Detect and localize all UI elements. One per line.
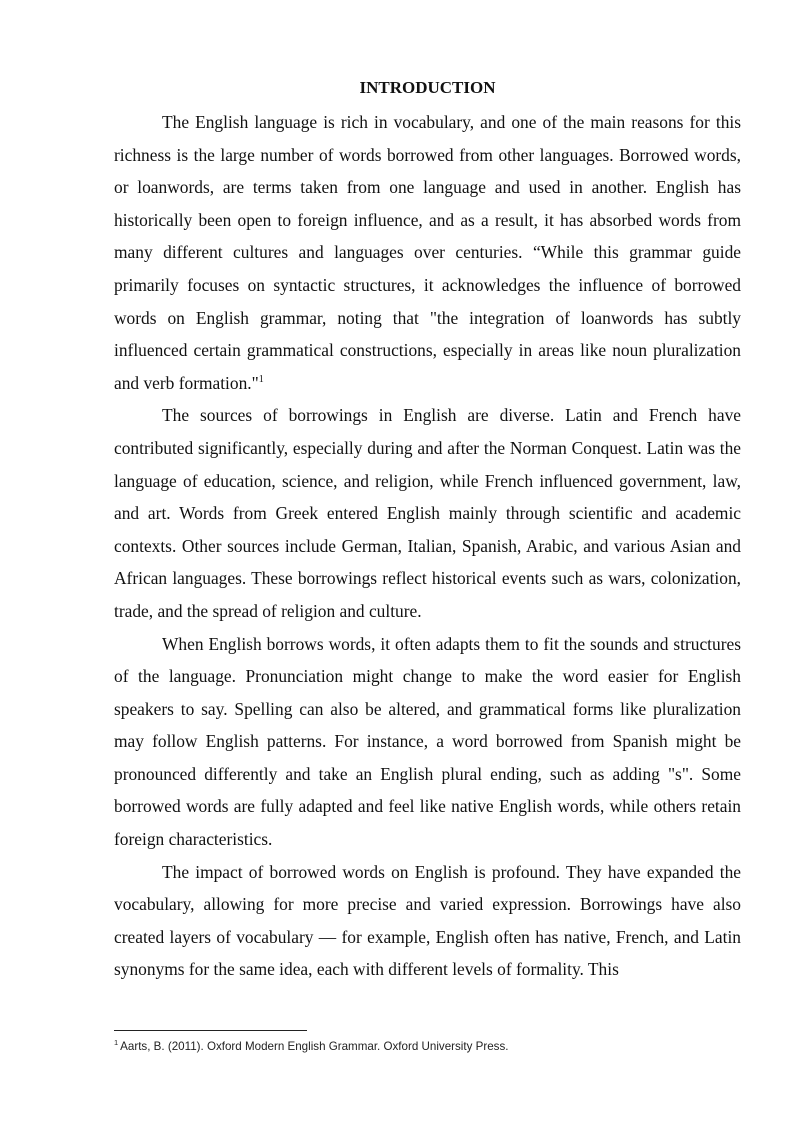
paragraph: The sources of borrowings in English are diverse. Latin and French have contributed significantly, especially during and after the Norman Conquest. Latin was the language of education, science, and religion, while French influenced government, law, and art. Words from Greek entered English mainly through scientific and academic contexts. Other sources include German, Italian, Spanish, Arabic, and various Asian and African languages. These borrowings reflect historical events such as wars, colonization, trade, and the spread of religion and culture. [114,405,741,621]
footnote-text: Aarts, B. (2011). Oxford Modern English Grammar. Oxford University Press. [120,1040,509,1053]
paragraph: When English borrows words, it often adapts them to fit the sounds and structures of the language. Pronunciation might change to make the word easier for English speakers to say. Spelling can also be altered, and grammatical forms like pluralization may follow English patterns. For instance, a word borrowed from Spanish might be pronounced differently and take an English plural ending, such as adding "s". Some borrowed words are fully adapted and feel like native English words, while others retain foreign characteristics. [114,633,741,850]
footnote-reference[interactable]: 1 [258,373,264,385]
page-title: INTRODUCTION [359,78,496,97]
paragraph [114,106,741,399]
footnote-mark: 1 [114,1038,119,1048]
footnote-separator [114,1030,307,1031]
footnote [114,1039,741,1055]
paragraph-text: The English language is rich in vocabulary, and one of the main reasons for this richness is the large number of words borrowed from other languages. Borrowed words, or loanwords, are terms taken from one language and used in another. English has historically been open to foreign influence, and as a result, it has absorbed words from many different cultures and languages over centuries. “While this grammar guide primarily focuses on syntactic structures, it acknowledges the influence of borrowed words on English grammar, noting that "the integration of loanwords has subtly influenced certain grammatical constructions, especially in areas like noun pluralization and verb formation." [114,112,741,393]
body-text [114,106,741,986]
paragraph: The impact of borrowed words on English is profound. They have expanded the vocabulary, allowing for more precise and varied expression. Borrowings have also created layers of vocabulary — for example, English often has native, French, and Latin synonyms for the same idea, each with different levels of formality. This [114,861,741,980]
